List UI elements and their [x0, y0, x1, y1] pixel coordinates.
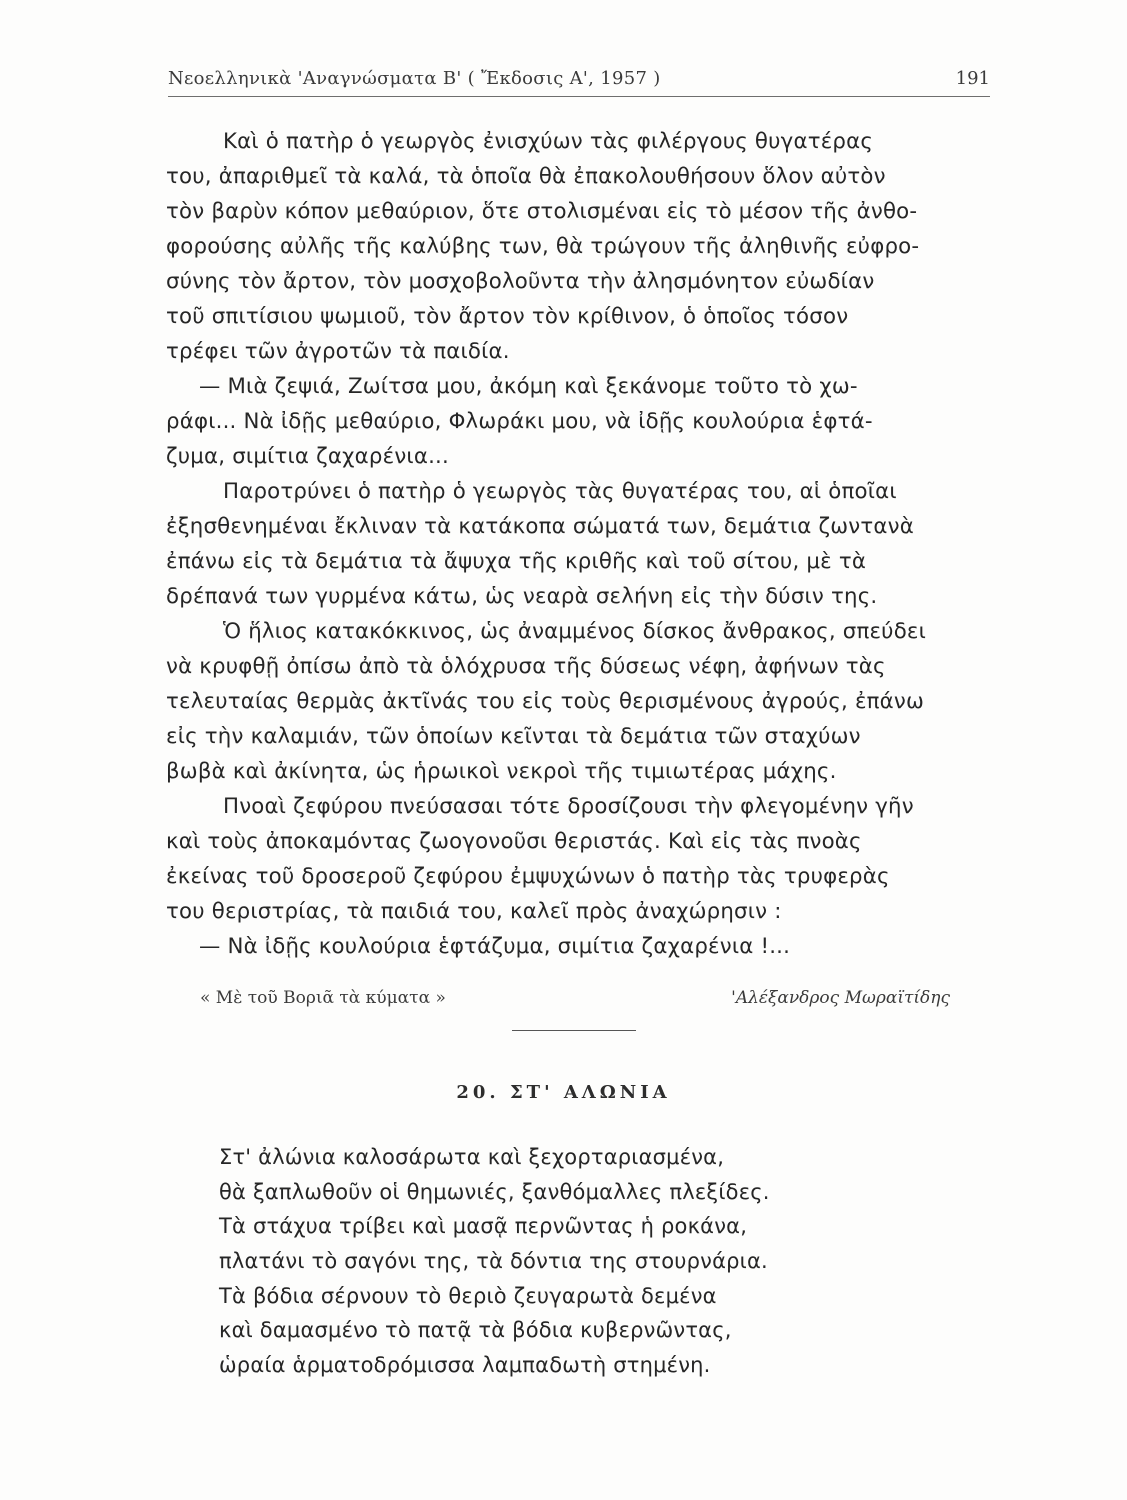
- text-line: καὶ τοὺς ἀποκαμόντας ζωογονοῦσι θεριστάς. Καὶ εἰς τὰς πνοὰς: [166, 829, 862, 854]
- poem-line: ὡραία ἁρματοδρόμισσα λαμπαδωτὴ στημένη.: [219, 1353, 711, 1378]
- text-line: ζυμα, σιμίτια ζαχαρένια...: [166, 444, 449, 469]
- text-line: τελευταίας θερμὰς ἀκτῖνάς του εἰς τοὺς θερισμένους ἀγρούς, ἐπάνω: [166, 689, 925, 714]
- page-number: 191: [955, 68, 990, 89]
- text-line: — Νὰ ἰδῇς κουλούρια ἑφτάζυμα, σιμίτια ζαχαρένια !...: [199, 934, 791, 959]
- text-line: σύνης τὸν ἄρτον, τὸν μοσχοβολοῦντα τὴν ἀλησμόνητον εὐωδίαν: [166, 269, 875, 294]
- text-line: ράφι... Νὰ ἰδῇς μεθαύριο, Φλωράκι μου, νὰ ἰδῇς κουλούρια ἑφτά-: [166, 409, 873, 434]
- text-line: του θεριστρίας, τὰ παιδιά του, καλεῖ πρὸς ἀναχώρησιν :: [166, 899, 782, 924]
- poem-line: καὶ δαμασμένο τὸ πατᾷ τὰ βόδια κυβερνῶντας,: [219, 1318, 732, 1343]
- text-line: Ὁ ἥλιος κατακόκκινος, ὡς ἀναμμένος δίσκος ἄνθρακος, σπεύδει: [223, 619, 927, 644]
- section-title: 20. ΣΤ' ΑΛΩΝΙΑ: [456, 1082, 671, 1103]
- text-line: τρέφει τῶν ἀγροτῶν τὰ παιδία.: [166, 339, 510, 364]
- text-line: Πνοαὶ ζεφύρου πνεύσασαι τότε δροσίζουσι τὴν φλεγομένην γῆν: [223, 794, 914, 819]
- text-line: — Μιὰ ζεψιά, Ζωίτσα μου, ἀκόμη καὶ ξεκάνομε τοῦτο τὸ χω-: [199, 374, 858, 399]
- text-line: Καὶ ὁ πατὴρ ὁ γεωργὸς ἐνισχύων τὰς φιλέργους θυγατέρας: [223, 129, 874, 154]
- attribution: [200, 988, 960, 1018]
- poem-line: πλατάνι τὸ σαγόνι της, τὰ δόντια της στουρνάρια.: [219, 1249, 768, 1274]
- text-line: ἐκείνας τοῦ δροσεροῦ ζεφύρου ἐμψυχώνων ὁ πατὴρ τὰς τρυφερὰς: [166, 864, 890, 889]
- text-line: βωβὰ καὶ ἀκίνητα, ὡς ἡρωικοὶ νεκροὶ τῆς τιμιωτέρας μάχης.: [166, 759, 837, 784]
- text-line: ἐπάνω εἰς τὰ δεμάτια τὰ ἄψυχα τῆς κριθῆς καὶ τοῦ σίτου, μὲ τὰ: [166, 549, 867, 574]
- text-line: τὸν βαρὺν κόπον μεθαύριον, ὅτε στολισμέναι εἰς τὸ μέσον τῆς ἀνθο-: [166, 199, 918, 224]
- text-line: του, ἀπαριθμεῖ τὰ καλά, τὰ ὁποῖα θὰ ἐπακολουθήσουν ὅλον αὐτὸν: [166, 164, 886, 189]
- text-line: τοῦ σπιτίσιου ψωμιοῦ, τὸν ἄρτον τὸν κρίθινον, ὁ ὁποῖος τόσον: [166, 304, 849, 329]
- poem-text: [219, 1140, 939, 1383]
- poem-line: θὰ ξαπλωθοῦν οἱ θημωνιές, ξανθόμαλλες πλεξίδες.: [219, 1179, 770, 1204]
- author-name: 'Αλέξανδρος Μωραϊτίδης: [731, 988, 950, 1008]
- text-line: ἐξησθενημέναι ἔκλιναν τὰ κατάκοπα σώματά των, δεμάτια ζωντανὰ: [166, 514, 914, 539]
- text-line: εἰς τὴν καλαμιάν, τῶν ὁποίων κεῖνται τὰ δεμάτια τῶν σταχύων: [166, 724, 861, 749]
- text-line: φορούσης αὐλῆς τῆς καλύβης των, θὰ τρώγουν τῆς ἀληθινῆς εὐφρο-: [166, 234, 920, 259]
- poem-line: Τὰ στάχυα τρίβει καὶ μασᾷ περνῶντας ἡ ροκάνα,: [219, 1214, 748, 1239]
- poem-line: Στ' ἀλώνια καλοσάρωτα καὶ ξεχορταριασμένα,: [219, 1145, 725, 1169]
- poem-line: Τὰ βόδια σέρνουν τὸ θεριὸ ζευγαρωτὰ δεμένα: [219, 1283, 717, 1308]
- header-title: Νεοελληνικὰ 'Αναγνώσματα Β' ( Ἔκδοσις Α', 1957 ): [168, 68, 661, 89]
- running-header: [168, 66, 990, 97]
- text-line: δρέπανά των γυρμένα κάτω, ὡς νεαρὰ σελήνη εἰς τὴν δύσιν της.: [166, 584, 878, 609]
- source-title: « Μὲ τοῦ Βοριᾶ τὰ κύματα »: [200, 988, 446, 1008]
- section-divider: [512, 1030, 636, 1031]
- prose-text: [166, 124, 996, 964]
- text-line: νὰ κρυφθῇ ὀπίσω ἀπὸ τὰ ὁλόχρυσα τῆς δύσεως νέφη, ἀφήνων τὰς: [166, 654, 886, 679]
- text-line: Παροτρύνει ὁ πατὴρ ὁ γεωργὸς τὰς θυγατέρας του, αἱ ὁποῖαι: [223, 479, 897, 504]
